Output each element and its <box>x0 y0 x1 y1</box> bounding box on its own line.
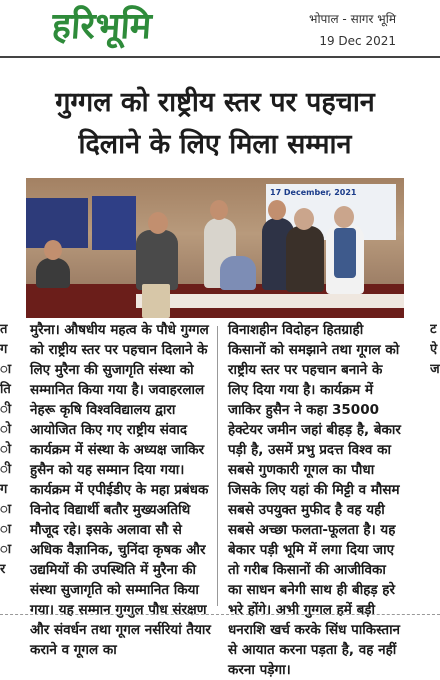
column-2-text: विनाशहीन विदोहन हितग्राही किसानों को समझाने तथा गूगल को राष्ट्रीय स्तर पर पहचान बनाने के लिए दिया गया है। कार्यक्रम में जाकिर हुसैन ने कहा 35000 हेक्टेयर जमीन जहां बीहड़ है, बेकार पड़ी है, उसमें प्रभु प्रदत्त विश्व का सबसे गुणकारी गूगल का पौधा जिसके लिए यहां की मिट्टी व मौसम सबसे उपयुक्त मुफीद है वह यही सबसे अच्छा फलता-फूलता है। यह बेकार पड़ी भूमि में लगा दिया जाए तो गरीब किसानों की आजीविका का साधन बनेगी साथ ही बीहड़ हरे भरे होंगे। अभी गुग्गल हमें बड़ी धनराशि खर्च करके सिंध पाकिस्तान से आयात करना पड़ता है, वह नहीं करना पड़ेगा। <box>228 322 401 678</box>
person-seated-left-head <box>44 240 62 260</box>
masthead <box>0 0 440 56</box>
edition-date: 19 Dec 2021 <box>319 34 396 48</box>
person-standing-center <box>136 230 178 290</box>
article-column-2 <box>228 320 404 680</box>
column-divider <box>217 326 218 606</box>
article-headline <box>20 82 410 166</box>
person-seated-left <box>36 258 70 288</box>
edition-location: भोपाल - सागर भूमि <box>309 12 396 26</box>
column-1-text: मुरैना। औषधीय महत्व के पौधे गुग्गल को राष्ट्रीय स्तर पर पहचान दिलाने के लिए मुरैना की सुजागृति संस्था को सम्मानित किया गया है। जवाहरलाल नेहरू कृषि विश्वविद्यालय द्वारा आयोजित किए गए राष्ट्रीय संवाद कार्यक्रम में संस्था के अध्यक्ष जाकिर हुसैन को यह सम्मान दिया गया। कार्यक्रम में एपीईडीए के महा प्रबंधक विनोद विद्यार्थी बतौर मुख्यअतिथि मौजूद रहे। इसके अलावा सौ से अधिक वैज्ञानिक, चुनिंदा कृषक और उद्यमियों की उपस्थिति में मुरैना की संस्था सुजागृति को सम्मानित किया गया। यह सम्मान गुग्गुल पौध संरक्षण और संवर्धन तथा गूगल नर्सरियां तैयार कराने व गूगल का <box>30 322 211 658</box>
person-standing-suit-head <box>268 200 286 220</box>
article-column-1 <box>30 320 216 660</box>
adjacent-column-fragment-right: ट ऐ ज <box>430 322 440 377</box>
masthead-rule <box>0 56 440 58</box>
adjacent-column-fragment-left: त ग ा ति ी ो ो ी ग ा ा ा र <box>0 322 12 577</box>
person-standing-center-head <box>148 212 168 234</box>
headline-line-2: दिलाने के लिए मिला सम्मान <box>78 129 352 160</box>
newspaper-logo: हरिभूमि <box>50 6 153 47</box>
person-standing-white-head <box>334 206 354 228</box>
person-seated-blue <box>220 256 256 290</box>
person-standing-mid-head <box>210 200 228 220</box>
headline-line-1: गुग्गल को राष्ट्रीय स्तर पर पहचान <box>55 87 375 118</box>
bottom-rule <box>0 614 440 616</box>
tablecloth <box>136 294 404 308</box>
person-standing-dark <box>286 226 324 292</box>
photo-backdrop-banner-2 <box>92 196 136 250</box>
person-standing-dark-head <box>294 208 314 230</box>
article-photo <box>26 178 404 318</box>
person-standing-center-legs <box>142 284 170 318</box>
person-vest <box>334 228 356 278</box>
event-banner-date: 17 December, 2021 <box>270 188 357 197</box>
